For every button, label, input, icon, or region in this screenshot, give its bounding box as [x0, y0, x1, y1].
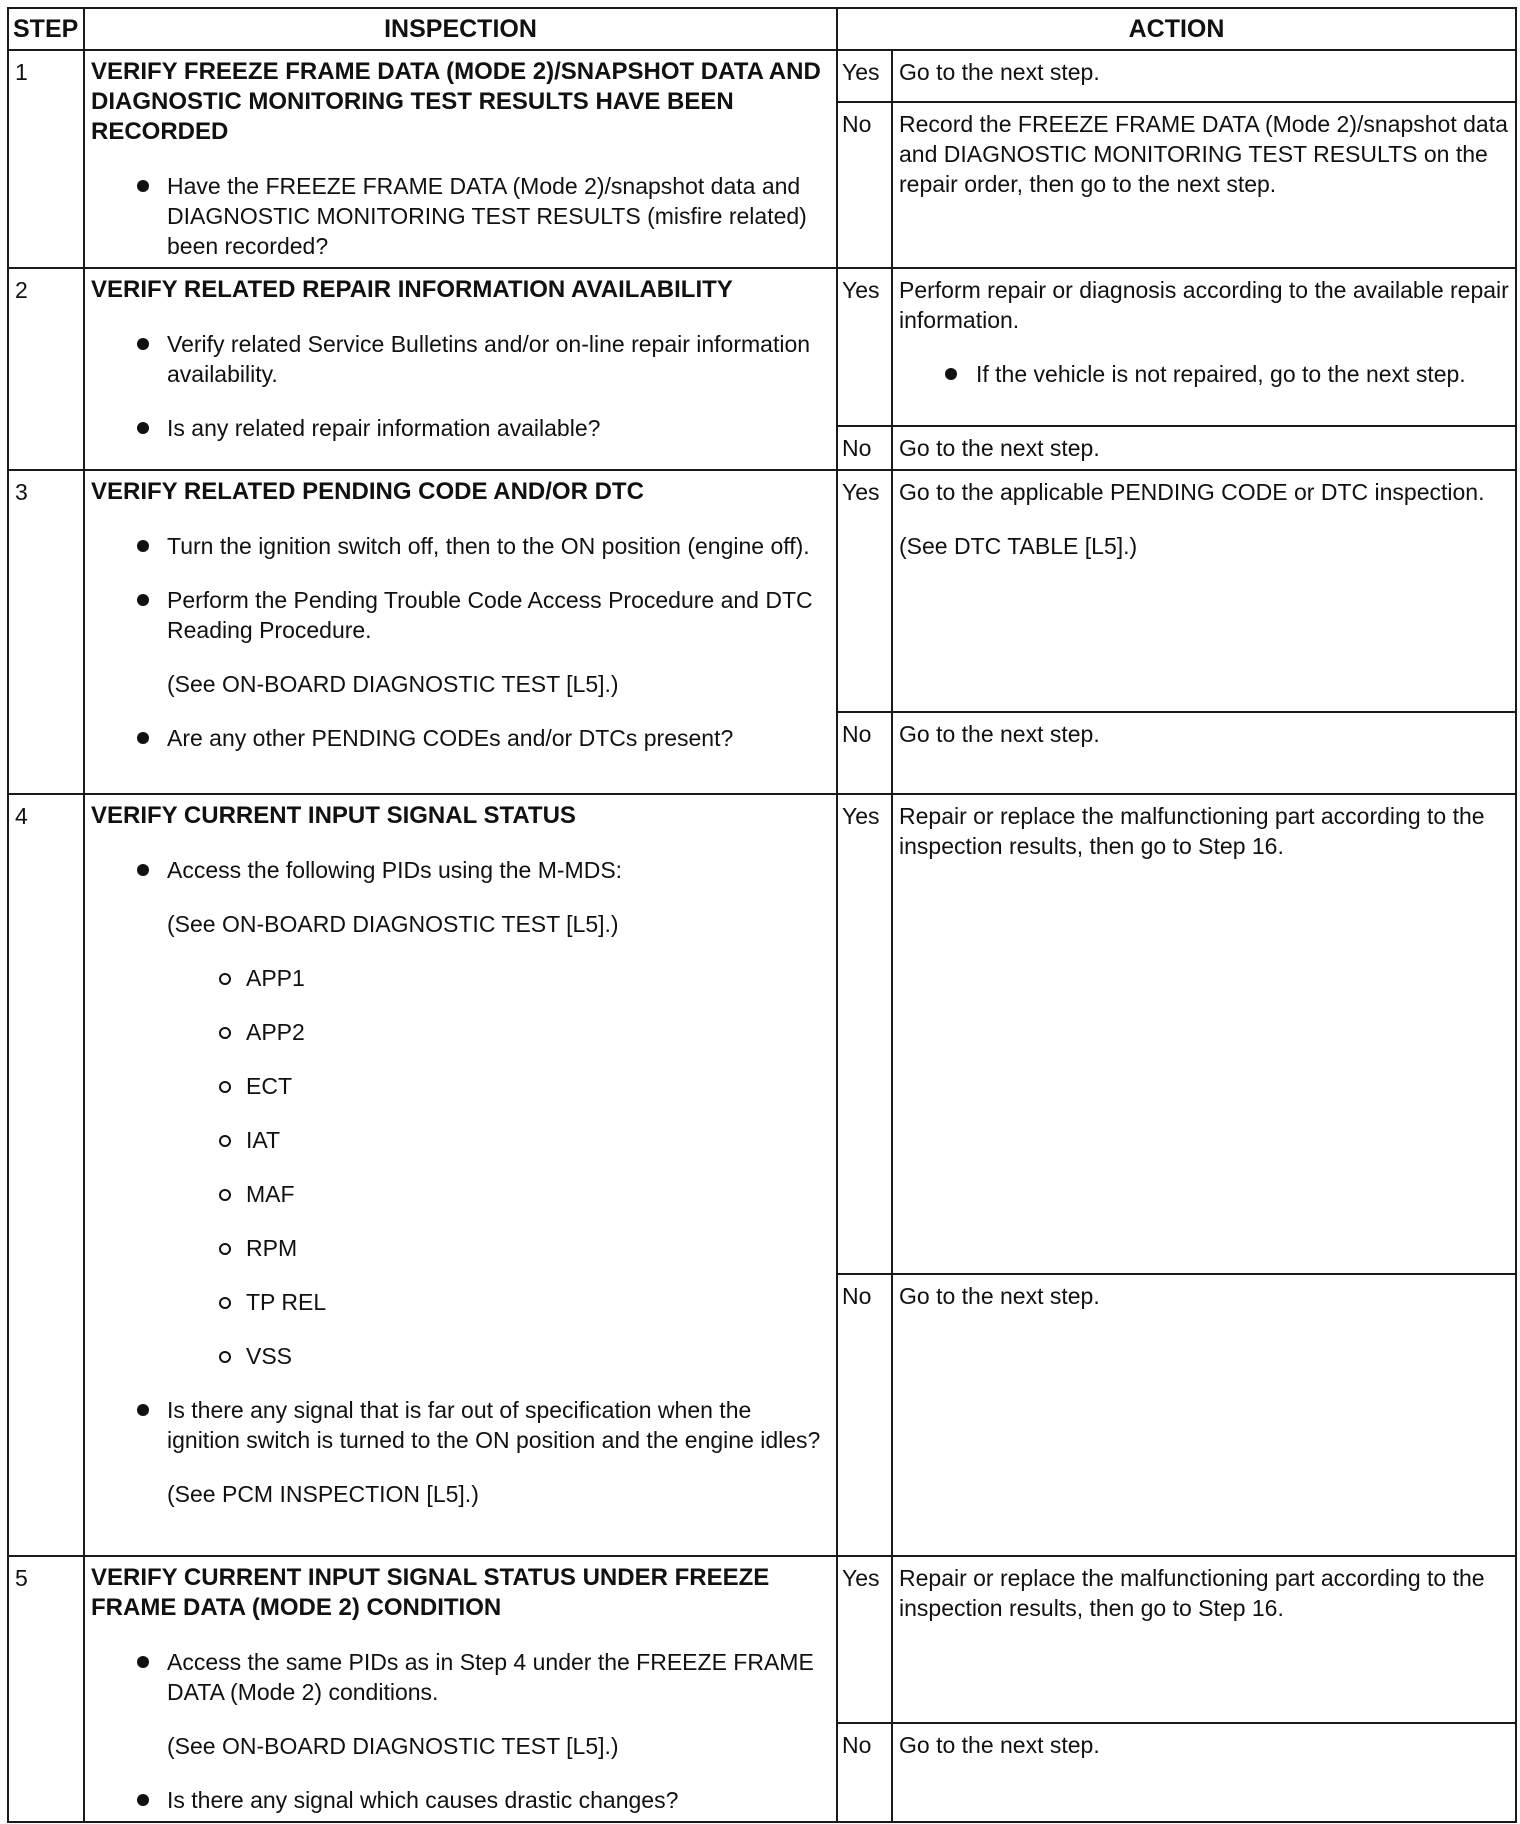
yes-action: Repair or replace the malfunctioning part according to the inspection results, then go to Step 16. [892, 1556, 1516, 1723]
step-title: VERIFY RELATED PENDING CODE AND/OR DTC [91, 478, 644, 505]
inspection-bullet: Are any other PENDING CODEs and/or DTCs present? [91, 723, 828, 753]
no-label: No [837, 1274, 892, 1556]
step-number: 4 [8, 794, 84, 1556]
no-action: Record the FREEZE FRAME DATA (Mode 2)/snapshot data and DIAGNOSTIC MONITORING TEST RESULTS on the repair order, then go to the next step. [892, 102, 1516, 268]
pid-item: APP2 [91, 1017, 828, 1047]
header-step: STEP [8, 8, 84, 50]
yes-action: Go to the applicable PENDING CODE or DTC inspection. [899, 479, 1485, 505]
step-title: VERIFY FREEZE FRAME DATA (MODE 2)/SNAPSHOT DATA AND DIAGNOSTIC MONITORING TEST RESULTS HAVE BEEN RECORDED [91, 58, 821, 145]
reference-note: (See ON-BOARD DIAGNOSTIC TEST [L5].) [167, 911, 619, 937]
yes-action: Perform repair or diagnosis according to the available repair information. [899, 277, 1509, 333]
diagnostic-table [7, 7, 1517, 1823]
step-title: VERIFY CURRENT INPUT SIGNAL STATUS [91, 802, 576, 829]
header-action: ACTION [837, 8, 1516, 50]
step-number: 1 [8, 50, 84, 268]
reference-note: (See ON-BOARD DIAGNOSTIC TEST [L5].) [167, 1733, 619, 1759]
table-row [8, 470, 1516, 712]
no-label: No [837, 1723, 892, 1822]
yes-label: Yes [837, 50, 892, 102]
yes-action: Repair or replace the malfunctioning part according to the inspection results, then go to Step 16. [892, 794, 1516, 1274]
inspection-bullet: Is any related repair information available? [91, 413, 828, 443]
no-action: Go to the next step. [892, 1274, 1516, 1556]
inspection-bullet: Turn the ignition switch off, then to the ON position (engine off). [91, 531, 828, 561]
inspection-bullet: Access the same PIDs as in Step 4 under the FREEZE FRAME DATA (Mode 2) conditions. [91, 1647, 828, 1707]
no-label: No [837, 426, 892, 470]
step-title: VERIFY RELATED REPAIR INFORMATION AVAILABILITY [91, 276, 733, 303]
step-title: VERIFY CURRENT INPUT SIGNAL STATUS UNDER FREEZE FRAME DATA (MODE 2) CONDITION [91, 1564, 770, 1621]
reference-note: (See PCM INSPECTION [L5].) [167, 1481, 479, 1507]
yes-action-cell [892, 268, 1516, 426]
inspection-cell [84, 470, 837, 794]
pid-item: ECT [91, 1071, 828, 1101]
table-row [8, 268, 1516, 426]
pid-item: IAT [91, 1125, 828, 1155]
diagnostic-procedure-sheet [7, 7, 1515, 1819]
header-inspection: INSPECTION [84, 8, 837, 50]
inspection-cell [84, 794, 837, 1556]
inspection-bullet: Verify related Service Bulletins and/or on-line repair information availability. [91, 329, 828, 389]
yes-label: Yes [837, 268, 892, 426]
pid-item: MAF [91, 1179, 828, 1209]
action-bullet: If the vehicle is not repaired, go to the next step. [899, 359, 1509, 389]
inspection-cell [84, 268, 837, 470]
no-label: No [837, 102, 892, 268]
table-header-row [8, 8, 1516, 50]
yes-label: Yes [837, 470, 892, 712]
reference-note: (See DTC TABLE [L5].) [899, 533, 1138, 559]
no-action: Go to the next step. [892, 426, 1516, 470]
inspection-bullet: Perform the Pending Trouble Code Access Procedure and DTC Reading Procedure. [91, 585, 828, 645]
table-row [8, 794, 1516, 1274]
inspection-bullet: Is there any signal that is far out of specification when the ignition switch is turned to the ON position and the engine idles? [91, 1395, 828, 1455]
inspection-cell [84, 1556, 837, 1822]
inspection-bullet: Is there any signal which causes drastic changes? [91, 1785, 828, 1815]
step-number: 2 [8, 268, 84, 470]
yes-action: Go to the next step. [892, 50, 1516, 102]
no-action: Go to the next step. [892, 712, 1516, 794]
pid-item: RPM [91, 1233, 828, 1263]
yes-action-cell [892, 470, 1516, 712]
pid-item: VSS [91, 1341, 828, 1371]
inspection-bullet: Access the following PIDs using the M-MDS: [91, 855, 828, 885]
step-number: 5 [8, 1556, 84, 1822]
no-action: Go to the next step. [892, 1723, 1516, 1822]
table-row [8, 1556, 1516, 1723]
table-row [8, 50, 1516, 102]
inspection-cell [84, 50, 837, 268]
yes-label: Yes [837, 1556, 892, 1723]
step-number: 3 [8, 470, 84, 794]
pid-item: TP REL [91, 1287, 828, 1317]
pid-item: APP1 [91, 963, 828, 993]
reference-note: (See ON-BOARD DIAGNOSTIC TEST [L5].) [167, 671, 619, 697]
yes-label: Yes [837, 794, 892, 1274]
inspection-bullet: Have the FREEZE FRAME DATA (Mode 2)/snapshot data and DIAGNOSTIC MONITORING TEST RESULTS (misfire related) been recorded? [91, 171, 828, 261]
no-label: No [837, 712, 892, 794]
